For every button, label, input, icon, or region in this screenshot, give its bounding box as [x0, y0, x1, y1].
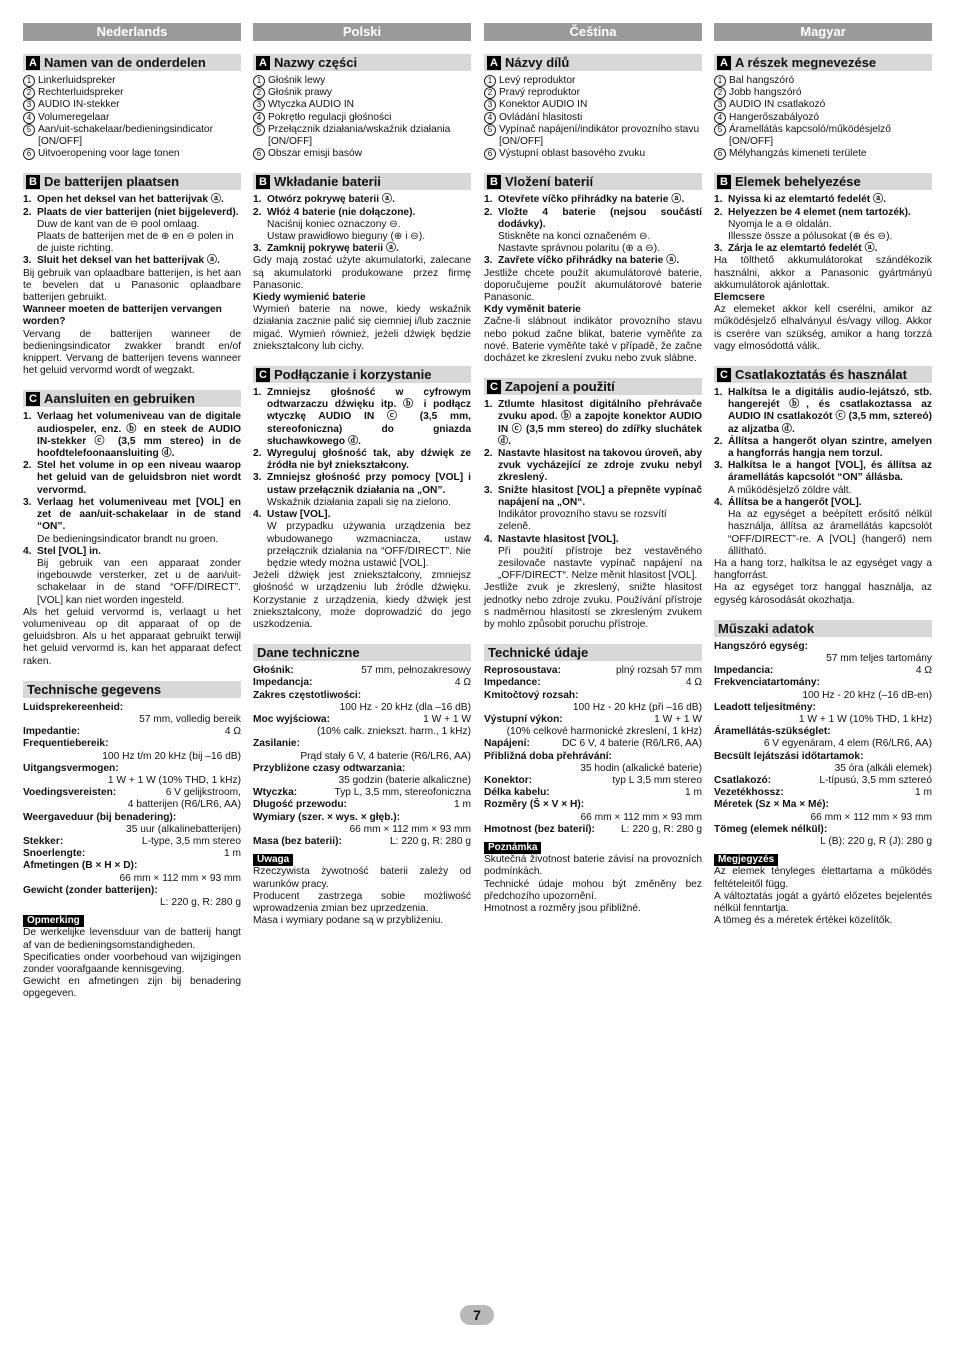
specs-header: Műszaki adatok [714, 620, 932, 637]
section-a-badge: A [717, 56, 731, 70]
part-item: 6 Obszar emisji basów [253, 148, 471, 160]
specs-header: Technické údaje [484, 644, 702, 661]
note-label: Poznámka [484, 842, 541, 854]
step: 2. Stel het volume in op een niveau waarop het geluid van de geluidsbron niet wordt vervormd. [23, 460, 241, 496]
page-number: 7 [460, 1305, 494, 1325]
section-a-header: A Nazwy części [253, 54, 471, 71]
column-nederlands: Nederlands A Namen van de onderdelen 1 Linkerluidspreker 2 Rechterluidspreker 3 AUDIO IN-stekker 4 Volumeregelaar 5 Aan/uit-schakelaar/bedieningsindicator [ON/OFF] 6 Uitvoeropening voor lage tonen B De batterijen plaatsen 1. Open het deksel van het batterijvak ⓐ. 2. Plaats de vier batterijen (niet bijgeleverd). Duw de kant van de ⊖ pool omlaag. Plaats de batterijen met de ⊕ en ⊖ polen in de juiste richting. 3. Sluit het deksel van het batterijvak ⓐ. Bij gebruik van oplaadbare batterijen, is het aan te bevelen dat u Panasonic oplaadbare batterijen gebruikt. Wanneer moeten de batterijen vervangen worden? Vervang de batterijen wanneer de bedieningsindicator zwakker brandt en/of knippert. Vervang de batterijen tevens wanneer het geluid vervormd wordt of wegzakt. C Aansluiten en gebruiken 1. Verlaag het volumeniveau van de digitale audiospeler, enz. ⓑ en steek de AUDIO IN-stekker ⓒ (3,5 mm stereo) in de hoofdtelefoonaansluiting ⓓ. 2. Stel het volume in op een niveau waarop het geluid van de geluidsbron niet wordt vervormd. 3. Verlaag het volumeniveau met [VOL] en zet de aan/uit-schakelaar in de stand “ON”. De bedieningsindicator brandt nu groen. 4. Stel [VOL] in. Bij gebruik van een apparaat zonder ingebouwde versterker, zet u de aan/uit-schakelaar in de stand “OFF/DIRECT”. [VOL] kan niet worden ingesteld. Als het geluid vervormd is, verlaagt u het volumeniveau op dit apparaat of op de geluidsbron. Als u het apparaat gebruikt terwijl het geluid vervormd is, kan het apparaat defect raken. Technische gegevens Luidsprekereenheid: 57 mm, volledig bereik Impedantie: 4 Ω Frequentiebereik: 100 Hz t/m 20 kHz (bij –16 dB) Uitgangsvermogen: 1 W + 1 W (10% THD, 1 kHz) Voedingsvereisten: 6 V gelijkstroom, 4 batterijen (R6/LR6, AA) Weergaveduur (bij benadering): 35 uur (alkalinebatterijen) Stekker: L-type, 3,5 mm stereo Snoerlengte: 1 m Afmetingen (B × H × D): 66 mm × 112 mm × 93 mm Gewicht (zonder batterijen): L: 220 g, R: 280 g Opmerking De werkelijke levensduur van de batterij hangt af van de bedieningsomstandigheden. Specificaties onder voorbehoud van wijzigingen zonder voorafgaande kennisgeving. Gewicht en afmetingen zijn bij benadering opgegeven. [23, 24, 241, 1000]
column-cestina: Čeština A Názvy dílů 1 Levý reproduktor 2 Pravý reproduktor 3 Konektor AUDIO IN 4 Ovládání hlasitosti 5 Vypínač napájení/indikátor provozního stavu [ON/OFF] 6 Výstupní oblast basového zvuku B Vložení baterií 1. Otevřete víčko přihrádky na baterie ⓐ. 2. Vložte 4 baterie (nejsou součástí dodávky). Stiskněte na konci označeném ⊖. Nastavte správnou polaritu (⊕ a ⊖). 3. Zavřete víčko přihrádky na baterie ⓐ. Jestliže chcete použít akumulátorové baterie, doporučujeme použít akumulátorové baterie Panasonic. Kdy vyměnit baterie Začne-li slábnout indikátor provozního stavu nebo pokud začne blikat, baterie vyměňte za nové. Baterie vyměňte také v případě, že začne docházet ke zkreslení zvuku nebo zvuk slábne. C Zapojení a použití 1. Ztlumte hlasitost digitálního přehrávače zvuku apod. ⓑ a zapojte konektor AUDIO IN ⓒ (3,5 mm stereo) do zdířky sluchátek ⓓ. 2. Nastavte hlasitost na takovou úroveň, aby zvuk vycházející ze zdroje zvuku nebyl zkreslený. 3. Snižte hlasitost [VOL] a přepněte vypínač napájení na „ON“. Indikátor provozního stavu se rozsvítí zeleně. 4. Nastavte hlasitost [VOL]. Při použití přístroje bez vestavěného zesilovače nastavte vypínač napájení na „OFF/DIRECT“. Nelze měnit hlasitost [VOL]. Jestliže zvuk je zkreslený, snižte hlasitost jednotky nebo zdroje zvuku. Používání přístroje s nadměrnou hlasitostí se zkresleným zvukem by mohlo způsobit poruchu přístroje. Technické údaje Reprosoustava: plný rozsah 57 mm Impedance: 4 Ω Kmitočtový rozsah: 100 Hz - 20 kHz (při –16 dB) Výstupní výkon: 1 W + 1 W (10% celkové harmonické zkreslení, 1 kHz) Napájení: DC 6 V, 4 baterie (R6/LR6, AA) Přibližná doba přehrávání: 35 hodin (alkalické baterie) Konektor: typ L 3,5 mm stereo Délka kabelu: 1 m Rozměry (Š × V × H): 66 mm × 112 mm × 93 mm Hmotnost (bez baterií): L: 220 g, R: 280 g Poznámka Skutečná životnost baterie závisí na provozních podmínkách. Technické údaje mohou být změněny bez předchozího upozornění. Hmotnost a rozměry jsou přibližné. [484, 24, 702, 914]
section-b-header: B Elemek behelyezése [714, 173, 932, 190]
specs-header: Technische gegevens [23, 681, 241, 698]
section-a-header: A Názvy dílů [484, 54, 702, 71]
step: 1. Open het deksel van het batterijvak ⓐ. [23, 194, 224, 206]
section-b-badge: B [717, 175, 731, 189]
part-item: 1 Levý reproduktor [484, 75, 702, 87]
section-b-badge: B [256, 175, 270, 189]
part-item: 2 Rechterluidspreker [23, 87, 241, 99]
section-c-header: C Podłączanie i korzystanie [253, 366, 471, 383]
part-item: 5 Przełącznik działania/wskaźnik działania [ON/OFF] [253, 124, 471, 148]
part-item: 4 Ovládání hlasitosti [484, 112, 702, 124]
part-item: 4 Volumeregelaar [23, 112, 241, 124]
part-item: 2 Jobb hangszóró [714, 87, 932, 99]
section-c-header: C Zapojení a použití [484, 378, 702, 395]
section-c-badge: C [256, 368, 270, 382]
section-b-badge: B [487, 175, 501, 189]
section-a-badge: A [256, 56, 270, 70]
step: 4. Stel [VOL] in. [23, 545, 101, 557]
part-item: 5 Áramellátás kapcsoló/működésjelző [ON/OFF] [714, 124, 932, 148]
part-item: 2 Pravý reproduktor [484, 87, 702, 99]
step: 1. Verlaag het volumeniveau van de digitale audiospeler, enz. ⓑ en steek de AUDIO IN-stekker ⓒ (3,5 mm stereo) in de hoofdtelefoonaansluiting ⓓ. [23, 411, 241, 460]
section-a-header: A A részek megnevezése [714, 54, 932, 71]
section-c-header: C Aansluiten en gebruiken [23, 390, 241, 407]
part-item: 2 Głośnik prawy [253, 87, 471, 99]
section-c-badge: C [487, 380, 501, 394]
step: 3. Verlaag het volumeniveau met [VOL] en zet de aan/uit-schakelaar in de stand “ON”. [23, 496, 241, 533]
column-polski: Polski A Nazwy części 1 Głośnik lewy 2 Głośnik prawy 3 Wtyczka AUDIO IN 4 Pokrętło regulacji głośności 5 Przełącznik działania/wskaźnik działania [ON/OFF] 6 Obszar emisji basów B Wkładanie baterii 1. Otwórz pokrywę baterii ⓐ. 2. Włóż 4 baterie (nie dołączone). Naciśnij koniec oznaczony ⊖. Ustaw prawidłowo bieguny (⊕ i ⊖). 3. Zamknij pokrywę baterii ⓐ. Gdy mają zostać użyte akumulatorki, zalecane są akumulatorki produkowane przez firmę Panasonic. Kiedy wymienić baterie Wymień baterie na nowe, kiedy wskaźnik działania zacznie palić się ciemniej i/lub zacznie migać. Wymień również, jeżeli dźwięk będzie zniekształcony lub cichy. C Podłączanie i korzystanie 1. Zmniejsz głośność w cyfrowym odtwarzaczu dźwięku itp. ⓑ i podłącz wtyczkę AUDIO IN ⓒ (3,5 mm, stereofoniczna) do gniazda słuchawkowego ⓓ. 2. Wyreguluj głośność tak, aby dźwięk ze źródła nie był zniekształcony. 3. Zmniejsz głośność przy pomocy [VOL] i ustaw przełącznik działania na „ON”. Wskaźnik działania zapali się na zielono. 4. Ustaw [VOL]. W przypadku używania urządzenia bez wbudowanego wzmacniacza, ustaw przełącznik działania na “OFF/DIRECT”. Nie będzie wtedy można ustawić [VOL]. Jeżeli dźwięk jest zniekształcony, zmniejsz głośność w urządzeniu lub źródle dźwięku. Korzystanie z urządzenia, kiedy dźwięk jest zniekształcony, może doprowadzić do jego uszkodzenia. Dane techniczne Głośnik: 57 mm, pełnozakresowy Impedancja: 4 Ω Zakres częstotliwości: 100 Hz - 20 kHz (dla –16 dB) Moc wyjściowa: 1 W + 1 W (10% całk. zniekszt. harm., 1 kHz) Zasilanie: Prąd stały 6 V, 4 baterie (R6/LR6, AA) Przybliżone czasy odtwarzania: 35 godzin (baterie alkaliczne) Wtyczka: Typ L, 3,5 mm, stereofoniczna Długość przewodu: 1 m Wymiary (szer. × wys. × głęb.): 66 mm × 112 mm × 93 mm Masa (bez baterii): L: 220 g, R: 280 g Uwaga Rzeczywista żywotność baterii zależy od warunków pracy. Producent zastrzega sobie możliwość wprowadzenia zmian bez uprzedzenia. Masa i wymiary podane są w przybliżeniu. [253, 24, 471, 927]
section-b-header: B Wkładanie baterii [253, 173, 471, 190]
part-item: 1 Głośnik lewy [253, 75, 471, 87]
note-label: Opmerking [23, 915, 84, 927]
part-item: 5 Aan/uit-schakelaar/bedieningsindicator [ON/OFF] [23, 124, 241, 148]
column-magyar: Magyar A A részek megnevezése 1 Bal hangszóró 2 Jobb hangszóró 3 AUDIO IN csatlakozó 4 Hangerőszabályozó 5 Áramellátás kapcsoló/működésjelző [ON/OFF] 6 Mélyhangzás kimeneti területe B Elemek behelyezése 1. Nyissa ki az elemtartó fedelét ⓐ. 2. Helyezzen be 4 elemet (nem tartozék). Nyomja le a ⊖ oldalán. Illessze össze a pólusokat (⊕ és ⊖). 3. Zárja le az elemtartó fedelét ⓐ. Ha tölthető akkumulátorokat szándékozik használni, akkor a Panasonic gyártmányú akkumulátorok ajánlottak. Elemcsere Az elemeket akkor kell cserélni, amikor az működésjelző elhalványul és/vagy villog. Akkor is cserére van szükség, amikor a hang torzzá vagy elmosódottá válik. C Csatlakoztatás és használat 1. Halkítsa le a digitális audio-lejátszó, stb. hangerejét ⓑ, és csatlakoztassa az AUDIO IN csatlakozót ⓒ (3,5 mm, sztereó) az aljzatba ⓓ. 2. Állítsa a hangerőt olyan szintre, amelyen a hangforrás hangja nem torzul. 3. Halkítsa le a hangot [VOL], és állítsa az áramellátás kapcsolót “ON” állásba. A működésjelző zöldre vált. 4. Állítsa be a hangerőt [VOL]. Ha az egységet a beépített erősítő nélkül használja, állítsa az áramellátás kapcsolót “OFF/DIRECT”-re. A [VOL] (hangerő) nem állítható. Ha a hang torz, halkítsa le az egységet vagy a hangforrást. Ha az egységet torz hanggal használja, az egység károsodását okozhatja. Műszaki adatok Hangszóró egység: 57 mm teljes tartomány Impedancia: 4 Ω Frekvenciatartomány: 100 Hz - 20 kHz (–16 dB-en) Leadott teljesítmény: 1 W + 1 W (10% THD, 1 kHz) Áramellátás-szükséglet: 6 V egyenáram, 4 elem (R6/LR6, AA) Becsült lejátszási időtartamok: 35 óra (alkáli elemek) Csatlakozó: L-típusú, 3,5 mm sztereó Vezetékhossz: 1 m Méretek (Sz × Ma × Mé): 66 mm × 112 mm × 93 mm Tömeg (elemek nélkül): L (B): 220 g, R (J): 280 g Megjegyzés Az elemek tényleges élettartama a működés feltételeitől függ. A változtatás jogát a gyártó előzetes bejelentés nélkül fenntartja. A tömeg és a méretek értékei közelítők. [714, 24, 932, 927]
part-item: 4 Hangerőszabályozó [714, 112, 932, 124]
language-header: Nederlands [23, 23, 241, 41]
step: 2. Plaats de vier batterijen (niet bijgeleverd). [23, 206, 239, 218]
section-a-badge: A [487, 56, 501, 70]
part-item: 6 Mélyhangzás kimeneti területe [714, 148, 932, 160]
part-item: 3 Konektor AUDIO IN [484, 99, 702, 111]
section-b-header: B De batterijen plaatsen [23, 173, 241, 190]
step: 3. Sluit het deksel van het batterijvak ⓐ. [23, 255, 220, 267]
section-a-header [23, 54, 241, 71]
language-header: Polski [253, 23, 471, 41]
part-item: 4 Pokrętło regulacji głośności [253, 112, 471, 124]
part-item: 6 Uitvoeropening voor lage tonen [23, 148, 241, 160]
part-item: 6 Výstupní oblast basového zvuku [484, 148, 702, 160]
specs-header: Dane techniczne [253, 644, 471, 661]
language-header: Čeština [484, 23, 702, 41]
part-item: 1 Linkerluidspreker [23, 75, 241, 87]
section-a-badge: A [26, 56, 40, 70]
part-item: 5 Vypínač napájení/indikátor provozního stavu [ON/OFF] [484, 124, 702, 148]
section-b-badge: B [26, 175, 40, 189]
section-c-badge: C [26, 392, 40, 406]
part-item: 1 Bal hangszóró [714, 75, 932, 87]
language-header: Magyar [714, 23, 932, 41]
section-c-header: C Csatlakoztatás és használat [714, 366, 932, 383]
section-b-header: B Vložení baterií [484, 173, 702, 190]
part-item: 3 AUDIO IN csatlakozó [714, 99, 932, 111]
section-c-badge: C [717, 368, 731, 382]
note-label: Megjegyzés [714, 854, 778, 866]
section-title: Namen van de onderdelen [44, 55, 206, 70]
part-item: 3 Wtyczka AUDIO IN [253, 99, 471, 111]
note-label: Uwaga [253, 854, 293, 866]
part-item: 3 AUDIO IN-stekker [23, 99, 241, 111]
